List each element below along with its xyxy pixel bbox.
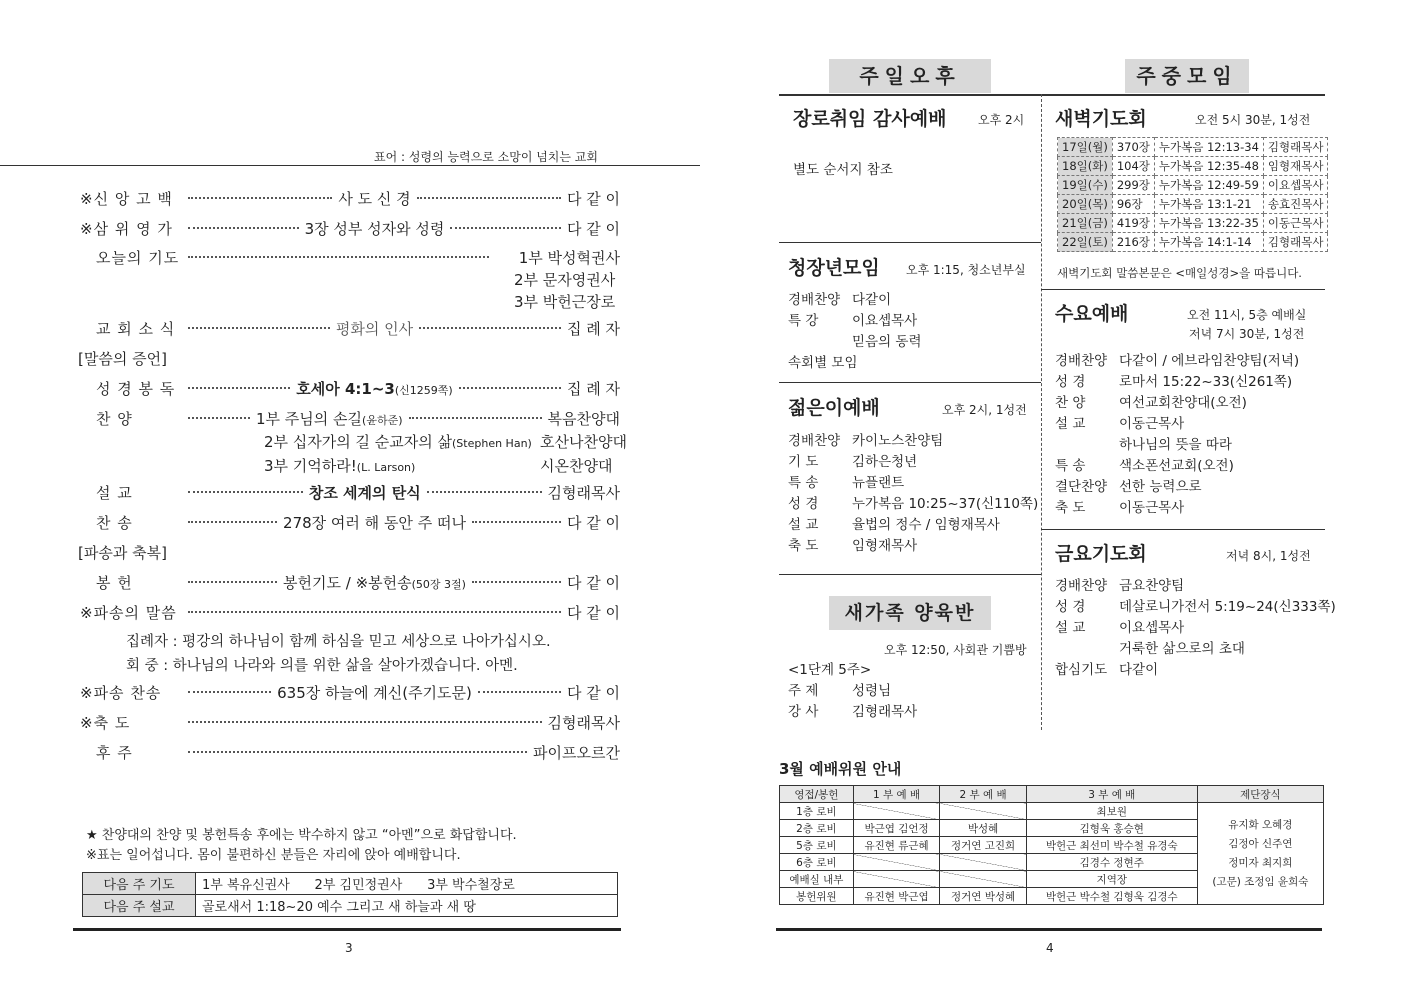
family-line: 강 사 김형래목사 [788,704,918,720]
family-time: 오후 12:50, 사회관 기쁨방 [884,643,1027,657]
header-weekday: 주중모임 [1125,59,1249,93]
order-row [80,679,620,705]
order-row [80,215,620,241]
wed-time-1: 오전 11시, 5층 예배실 [1187,308,1307,322]
order-item: 278장 여러 해 동안 주 떠나 [283,513,466,532]
duty-title: 3월 예배위원 안내 [779,760,902,778]
choir-3: 3부 기억하라!(L. Larson) [264,457,416,475]
order-label: 성 경 봉 독 [96,379,176,398]
order-row [80,739,620,765]
wed-time-2: 저녁 7시 30분, 1성전 [1189,327,1305,341]
fri-line: 합심기도 다같이 [1055,662,1159,678]
order-leader: 다 같 이 [567,219,621,238]
order-leader: 김형래목사 [547,713,620,732]
wed-title: 수요예배 [1055,303,1129,325]
order-item: 평화의 인사 [335,319,414,338]
order-label: 오늘의 기도 [96,248,180,267]
divider [779,574,1041,575]
order-leader: 다 같 이 [566,513,620,532]
order-leader: 다 같 이 [566,603,620,622]
next-week-table [82,872,618,917]
column-divider [1041,94,1042,730]
family-title: 새가족 양육반 [829,596,991,630]
order-item: 3장 성부 성자와 성령 [304,219,445,238]
liturgist-line: 집례자 : 평강의 하나님이 함께 하심을 믿고 세상으로 나아가십시오. [126,634,551,650]
header-afternoon: 주일오후 [829,59,991,93]
fri-line: 성 경 데살로니가전서 5:19~24(신333쪽) [1055,599,1336,615]
young-line: 경배찬양 카이노스찬양팀 [788,433,944,449]
order-leader: 다 같 이 [566,189,620,208]
duty-table: 영접/봉헌 1 부 예 배 2 부 예 배 3 부 예 배 제단장식 1층 로비 최보원 유지화 오혜경 김정아 신주연 정미자 최지희 (고문) 조정임 윤희숙 2층 로비 박근엽 김언정 박성혜 김형욱 홍승현 5층 로비 유진현 류근혜 정거연 고진희 박헌근 최선미 박수철 유경숙 6층 로비 김경수 정현주 예배실 내부 지역장 봉헌위원 유진현 박근엽 정거연 박성혜 박헌근 박수철 김형욱 김경수 [779,785,1324,905]
wed-line: 찬 양 여선교회찬양대(오전) [1055,395,1247,411]
order-item: 1부 주님의 손길 [256,409,363,428]
fri-line: 거룩한 삶으로의 초대 [1119,641,1245,657]
order-leader: 집 례 자 [567,319,621,338]
order-leader: 집 례 자 [566,379,620,398]
order-row: 봉 헌 봉헌기도 / ※봉헌송(50장 3절) 다 같 이 [80,569,620,595]
wed-line: 하나님의 뜻을 따라 [1119,437,1232,453]
elder-time: 오후 2시 [978,113,1025,127]
order-row [80,185,620,211]
young-line: 특 송 뉴플랜트 [788,475,905,491]
section-word: [말씀의 증언] [78,350,167,368]
youth-line: 경배찬양 다같이 [788,292,892,308]
order-row [80,244,620,270]
order-leader: 파이프오르간 [533,743,620,762]
order-row [80,509,620,535]
wed-line: 경배찬양 다같이 / 에브라임찬양팀(저녁) [1055,353,1300,369]
family-line: 주 제 성령님 [788,683,892,699]
order-row: 찬 양 1부 주님의 손길(윤하준) 복음찬양대 [80,405,620,431]
motto: 표어 : 성령의 능력으로 소망이 넘치는 교회 [374,150,598,164]
fri-time: 저녁 8시, 1성전 [1226,549,1311,563]
dawn-table: 17일(월) 370장 누가복음 12:13-34 김형래목사 18일(화) 104장 누가복음 12:35-48 임형재목사 19일(수) 299장 누가복음 12:49-59 이요셉목사 20일(목) 96장 누가복음 13:1-21 송효진목사 21일(금) 419장 누가복음 13:22-35 이동근목사 22일(토) 216장 누가복음 14:1-14 김형래목사 [1057,137,1328,252]
header-divider [0,165,700,166]
young-title: 젊은이예배 [788,397,880,419]
order-label: ※축 도 [80,713,131,732]
prayer-2: 2부 문자영권사 [514,271,616,289]
divider [779,382,1041,383]
wed-line: 특 송 색소폰선교회(오전) [1055,458,1234,474]
next-sermon-value: 골로새서 1:18~20 예수 그리고 새 하늘과 새 땅 [196,895,618,917]
young-line: 성 경 누가복음 10:25~37(신110쪽) [788,496,1039,512]
order-leader: 복음찬양대 [547,409,620,428]
footer-divider [776,928,1322,931]
order-label: 설 교 [96,483,133,502]
young-line: 기 도 김하은청년 [788,454,918,470]
order-label: 찬 양 [96,409,133,428]
family-line: <1단계 5주> [788,662,872,678]
order-item: 호세아 4:1~3 [296,379,395,398]
fri-line: 경배찬양 금요찬양팀 [1055,578,1185,594]
order-row [80,709,620,735]
next-prayer-value: 1부 복유신권사 2부 김민정권사 3부 박수철장로 [196,873,618,895]
order-row [80,315,620,341]
page-number: 4 [1046,941,1054,955]
footer-divider [73,928,621,931]
order-row [80,599,620,625]
note-standing: ※표는 일어섭니다. 몸이 불편하신 분들은 자리에 앉아 예배합니다. [86,848,461,863]
page-number: 3 [345,941,353,955]
dawn-note: 새벽기도회 말씀본문은 <매일성경>을 따릅니다. [1057,266,1302,280]
divider [1041,289,1325,290]
choir-2-name: 호산나찬양대 [540,433,627,451]
sermon-title: 창조 세계의 탄식 [308,483,421,502]
order-row: 성 경 봉 독 호세아 4:1~3(신1259쪽) 집 례 자 [80,375,620,401]
order-item: 봉헌기도 / ※봉헌송 [283,573,412,592]
wed-line: 성 경 로마서 15:22~33(신261쪽) [1055,374,1293,390]
wed-line: 설 교 이동근목사 [1055,416,1185,432]
youth-line: 믿음의 동력 [852,334,922,350]
order-label: ※삼 위 영 가 [80,219,173,238]
fri-title: 금요기도회 [1055,543,1147,565]
youth-line: 특 강 이요셉목사 [788,313,918,329]
section-send: [파송과 축복] [78,544,167,562]
note-applause: ★ 찬양대의 찬양 및 봉헌특송 후에는 박수하지 않고 “아멘”으로 화답합니다. [86,828,517,843]
young-time: 오후 2시, 1성전 [942,403,1027,417]
wed-line: 결단찬양 선한 능력으로 [1055,479,1202,495]
next-sermon-label: 다음 주 설교 [83,895,196,917]
order-leader: 다 같 이 [567,683,621,702]
order-leader: 1부 박성혁권사 [518,248,620,267]
order-label: 후 주 [96,743,133,762]
order-label: ※파송 찬송 [80,683,162,702]
youth-time: 오후 1:15, 청소년부실 [906,263,1026,277]
next-prayer-label: 다음 주 기도 [83,873,196,895]
prayer-3: 3부 박헌근장로 [514,293,616,311]
header-rule [779,94,1325,96]
young-line: 설 교 율법의 정수 / 임형재목사 [788,517,1000,533]
order-label: 봉 헌 [96,573,133,592]
elder-note: 별도 순서지 참조 [793,162,893,178]
order-leader: 다 같 이 [566,573,620,592]
fri-line: 설 교 이요셉목사 [1055,620,1185,636]
order-label: ※신 앙 고 백 [80,189,173,208]
divider [1041,529,1325,530]
choir-2: 2부 십자가의 길 순교자의 삶(Stephen Han) [264,433,532,451]
order-label: 교 회 소 식 [96,319,176,338]
wed-line: 축 도 이동근목사 [1055,500,1185,516]
order-label: ※파송의 말씀 [80,603,177,622]
elder-title: 장로취임 감사예배 [793,108,947,130]
order-row [80,479,620,505]
choir-3-name: 시온찬양대 [540,457,613,475]
dawn-time: 오전 5시 30분, 1성전 [1195,113,1311,127]
divider [779,242,1041,243]
youth-title: 청장년모임 [788,257,880,279]
order-label: 찬 송 [96,513,133,532]
congregation-line: 회 중 : 하나님의 나라와 의를 위한 삶을 살아가겠습니다. 아멘. [126,658,518,674]
order-item: 635장 하늘에 계신(주기도문) [277,683,472,702]
young-line: 축 도 임형재목사 [788,538,918,554]
order-leader: 김형래목사 [547,483,620,502]
dawn-title: 새벽기도회 [1055,108,1147,130]
youth-line: 속회별 모임 [788,355,858,371]
order-item: 사 도 신 경 [338,189,411,208]
